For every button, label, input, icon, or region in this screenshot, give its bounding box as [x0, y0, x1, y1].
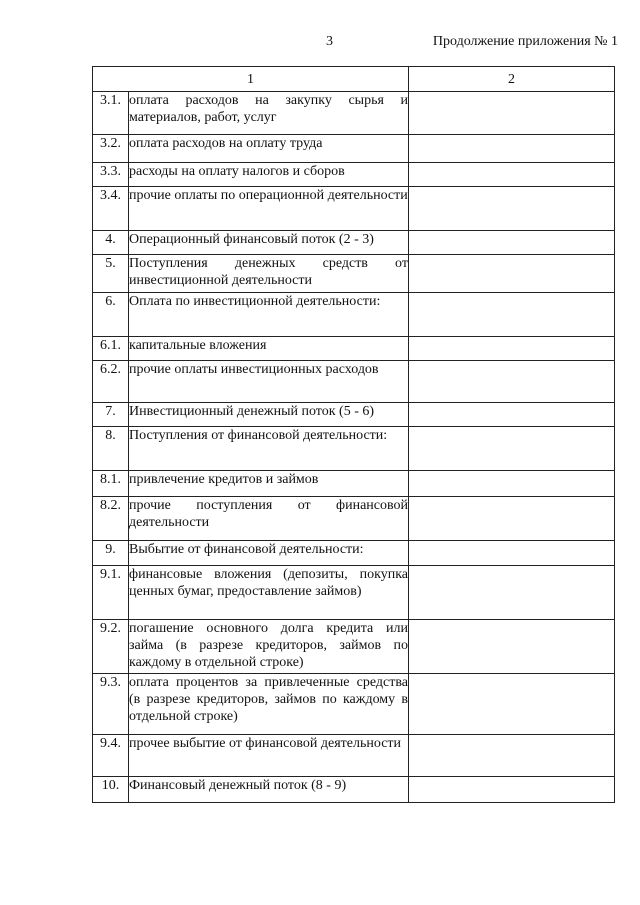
- table-row: [93, 337, 615, 361]
- row-value-cell[interactable]: [409, 735, 615, 777]
- row-number: 3.2.: [93, 135, 129, 163]
- row-description: прочие поступления от финансовой деятельности: [129, 497, 409, 541]
- row-description: Операционный финансовый поток (2 - 3): [129, 231, 409, 255]
- table-row: [93, 620, 615, 674]
- table-row: [93, 135, 615, 163]
- row-value-cell[interactable]: [409, 361, 615, 403]
- row-number: 8.2.: [93, 497, 129, 541]
- row-number: 9.3.: [93, 674, 129, 735]
- table-header-row: [93, 67, 615, 92]
- row-number: 3.4.: [93, 187, 129, 231]
- row-description: Инвестиционный денежный поток (5 - 6): [129, 403, 409, 427]
- row-value-cell[interactable]: [409, 293, 615, 337]
- row-value-cell[interactable]: [409, 135, 615, 163]
- row-value-cell[interactable]: [409, 566, 615, 620]
- row-value-cell[interactable]: [409, 231, 615, 255]
- row-value-cell[interactable]: [409, 777, 615, 803]
- row-number: 6.1.: [93, 337, 129, 361]
- row-number: 4.: [93, 231, 129, 255]
- row-description: прочее выбытие от финансовой деятельности: [129, 735, 409, 777]
- row-value-cell[interactable]: [409, 255, 615, 293]
- row-description: финансовые вложения (депозиты, покупка ценных бумаг, предоставление займов): [129, 566, 409, 620]
- table-row: [93, 541, 615, 566]
- continuation-note: Продолжение приложения № 1: [432, 34, 618, 49]
- table-row: [93, 231, 615, 255]
- page-number: 3: [326, 34, 333, 49]
- row-description: Поступления от финансовой деятельности:: [129, 427, 409, 471]
- row-number: 5.: [93, 255, 129, 293]
- row-number: 9.: [93, 541, 129, 566]
- row-description: Выбытие от финансовой деятельности:: [129, 541, 409, 566]
- row-number: 6.2.: [93, 361, 129, 403]
- row-number: 3.3.: [93, 163, 129, 187]
- row-description: Финансовый денежный поток (8 - 9): [129, 777, 409, 803]
- row-description: привлечение кредитов и займов: [129, 471, 409, 497]
- table-row: [93, 566, 615, 620]
- row-value-cell[interactable]: [409, 620, 615, 674]
- table-row: [93, 777, 615, 803]
- row-number: 10.: [93, 777, 129, 803]
- table-row: [93, 403, 615, 427]
- row-value-cell[interactable]: [409, 427, 615, 471]
- row-description: Поступления денежных средств от инвестиционной деятельности: [129, 255, 409, 293]
- row-description: погашение основного долга кредита или займа (в разрезе кредиторов, займов по каждому в отдельной строке): [129, 620, 409, 674]
- table-row: [93, 163, 615, 187]
- row-number: 6.: [93, 293, 129, 337]
- row-value-cell[interactable]: [409, 471, 615, 497]
- row-value-cell[interactable]: [409, 541, 615, 566]
- row-description: расходы на оплату налогов и сборов: [129, 163, 409, 187]
- table-row: [93, 735, 615, 777]
- table-row: [93, 187, 615, 231]
- row-value-cell[interactable]: [409, 187, 615, 231]
- row-description: прочие оплаты по операционной деятельности: [129, 187, 409, 231]
- table-row: [93, 427, 615, 471]
- row-number: 9.4.: [93, 735, 129, 777]
- table-row: [93, 471, 615, 497]
- table-row: [93, 674, 615, 735]
- table-row: [93, 293, 615, 337]
- row-number: 3.1.: [93, 92, 129, 135]
- table-row: [93, 255, 615, 293]
- row-description: прочие оплаты инвестиционных расходов: [129, 361, 409, 403]
- row-value-cell[interactable]: [409, 403, 615, 427]
- row-number: 7.: [93, 403, 129, 427]
- row-number: 8.: [93, 427, 129, 471]
- row-value-cell[interactable]: [409, 674, 615, 735]
- row-value-cell[interactable]: [409, 92, 615, 135]
- row-number: 8.1.: [93, 471, 129, 497]
- row-value-cell[interactable]: [409, 497, 615, 541]
- column-header-2: 2: [409, 67, 615, 92]
- row-description: оплата расходов на закупку сырья и материалов, работ, услуг: [129, 92, 409, 135]
- table-row: [93, 497, 615, 541]
- column-header-1: 1: [93, 67, 409, 92]
- row-number: 9.1.: [93, 566, 129, 620]
- row-value-cell[interactable]: [409, 337, 615, 361]
- row-description: Оплата по инвестиционной деятельности:: [129, 293, 409, 337]
- row-description: капитальные вложения: [129, 337, 409, 361]
- row-description: оплата процентов за привлеченные средства (в разрезе кредиторов, займов по каждому в отдельной строке): [129, 674, 409, 735]
- row-description: оплата расходов на оплату труда: [129, 135, 409, 163]
- cash-flow-table: [92, 66, 615, 803]
- row-number: 9.2.: [93, 620, 129, 674]
- table-row: [93, 361, 615, 403]
- table-row: [93, 92, 615, 135]
- row-value-cell[interactable]: [409, 163, 615, 187]
